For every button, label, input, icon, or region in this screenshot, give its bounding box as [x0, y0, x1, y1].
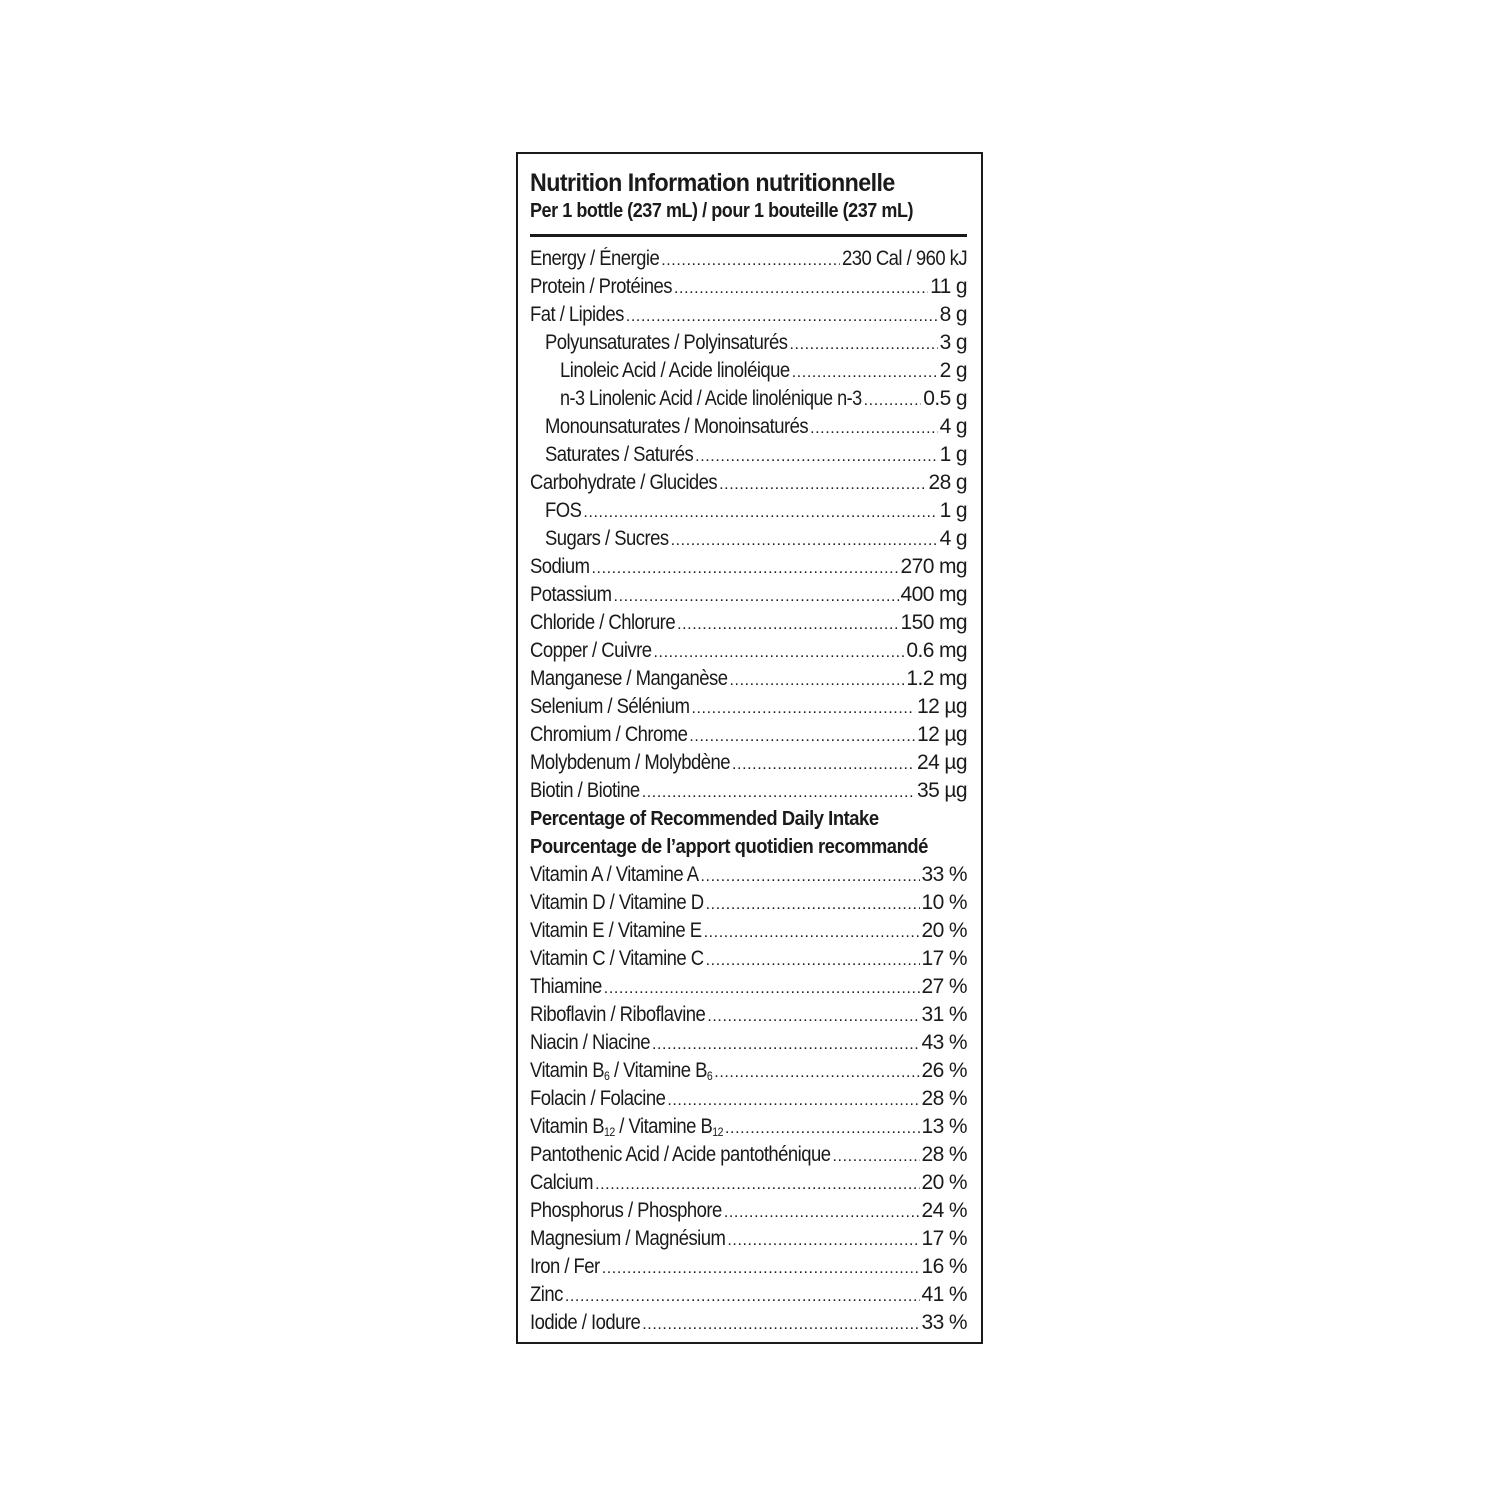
nutrient-value: 8 g — [939, 303, 967, 326]
nutrient-value: 270 mg — [900, 555, 967, 578]
rdi-value: 33 % — [921, 863, 967, 886]
leader-dots — [565, 1283, 920, 1309]
subscript: 12 — [604, 1125, 615, 1139]
nutrient-value: 35 µg — [917, 779, 967, 802]
nutrient-value: 11 g — [930, 275, 967, 298]
leader-dots — [695, 443, 937, 469]
rdi-label: Iron / Fer — [530, 1255, 600, 1278]
leader-dots — [790, 331, 938, 357]
nutrient-row-molybdenum — [530, 749, 967, 777]
subscript: 6 — [706, 1069, 713, 1083]
leader-dots — [691, 695, 915, 721]
nutrient-value: 4 g — [939, 415, 967, 438]
rdi-row-niacin — [530, 1029, 967, 1057]
leader-dots — [792, 359, 938, 385]
nutrient-row-polyunsaturates — [530, 329, 967, 357]
leader-dots — [652, 1031, 920, 1057]
nutrient-label: Sugars / Sucres — [545, 527, 669, 550]
nutrient-label: Monounsaturates / Monoinsaturés — [545, 415, 809, 438]
leader-dots — [667, 1087, 919, 1113]
separator: / — [609, 1059, 624, 1082]
rdi-value: 26 % — [921, 1059, 967, 1082]
leader-dots — [810, 415, 938, 441]
rdi-label: Thiamine — [530, 975, 602, 998]
nutrient-row-chromium — [530, 721, 967, 749]
nutrient-value: 2 g — [939, 359, 967, 382]
nutrition-facts-panel — [516, 152, 983, 1344]
nutrient-value: 0.6 mg — [906, 639, 967, 662]
rdi-label: Vitamin D / Vitamine D — [530, 891, 704, 914]
leader-dots — [642, 779, 915, 805]
rdi-label: Pantothenic Acid / Acide pantothénique — [530, 1143, 831, 1166]
rdi-value: 31 % — [921, 1003, 967, 1026]
nutrient-value: 230 Cal / 960 kJ — [841, 247, 967, 270]
nutrient-row-fat — [530, 301, 967, 329]
rdi-row-iodide — [530, 1309, 967, 1337]
nutrient-row-linoleic-acid — [530, 357, 967, 385]
label-fr: Vitamine B — [623, 1059, 707, 1082]
nutrient-value: 3 g — [939, 331, 967, 354]
panel-title: Nutrition Information nutritionnelle — [530, 169, 895, 197]
nutrient-label: Polyunsaturates / Polyinsaturés — [545, 331, 788, 354]
leader-dots — [602, 1255, 920, 1281]
rdi-value: 20 % — [921, 1171, 967, 1194]
nutrient-row-potassium — [530, 581, 967, 609]
leader-dots — [833, 1143, 920, 1169]
nutrient-row-protein — [530, 273, 967, 301]
subscript: 12 — [712, 1125, 723, 1139]
nutrient-value: 28 g — [928, 471, 967, 494]
rdi-label: Iodide / Iodure — [530, 1311, 641, 1334]
nutrient-label: Potassium — [530, 583, 612, 606]
nutrient-label: Manganese / Manganèse — [530, 667, 728, 690]
nutrient-row-n3-linolenic-acid — [530, 385, 967, 413]
rdi-row-iron — [530, 1253, 967, 1281]
nutrient-label: Energy / Énergie — [530, 247, 660, 270]
label-fr: Vitamine B — [628, 1115, 713, 1138]
rdi-row-calcium — [530, 1169, 967, 1197]
rdi-value: 28 % — [921, 1087, 967, 1110]
nutrient-row-saturates — [530, 441, 967, 469]
rdi-row-thiamine — [530, 973, 967, 1001]
leader-dots — [677, 611, 898, 637]
divider-rule — [530, 234, 967, 237]
nutrient-label: Copper / Cuivre — [530, 639, 652, 662]
rdi-label: Vitamin A / Vitamine A — [530, 863, 699, 886]
leader-dots — [714, 1059, 919, 1085]
rdi-row-vitamin-d — [530, 889, 967, 917]
leader-dots — [724, 1199, 920, 1225]
nutrient-label: Carbohydrate / Glucides — [530, 471, 718, 494]
rdi-label: Vitamin C / Vitamine C — [530, 947, 704, 970]
nutrient-value: 1 g — [939, 499, 967, 522]
rdi-value: 13 % — [921, 1115, 967, 1138]
rdi-row-magnesium — [530, 1225, 967, 1253]
leader-dots — [706, 891, 920, 917]
nutrient-value: 400 mg — [900, 583, 967, 606]
rdi-label: Riboflavin / Riboflavine — [530, 1003, 706, 1026]
leader-dots — [864, 387, 922, 413]
rdi-value: 27 % — [921, 975, 967, 998]
nutrient-list — [530, 245, 967, 1337]
nutrient-label: Molybdenum / Molybdène — [530, 751, 730, 774]
rdi-label: Calcium — [530, 1171, 594, 1194]
rdi-row-vitamin-c — [530, 945, 967, 973]
leader-dots — [729, 667, 904, 693]
rdi-label: Zinc — [530, 1283, 563, 1306]
rdi-label: Vitamin E / Vitamine E — [530, 919, 702, 942]
leader-dots — [704, 919, 920, 945]
rdi-label — [530, 1113, 723, 1141]
rdi-row-vitamin-b12 — [530, 1113, 967, 1141]
leader-dots — [642, 1311, 919, 1337]
nutrient-value: 150 mg — [900, 611, 967, 634]
rdi-label — [530, 1057, 712, 1085]
leader-dots — [626, 303, 938, 329]
rdi-value: 16 % — [921, 1255, 967, 1278]
nutrient-row-energy — [530, 245, 967, 273]
separator: / — [614, 1115, 629, 1138]
rdi-row-vitamin-b6 — [530, 1057, 967, 1085]
nutrient-label: Linoleic Acid / Acide linoléique — [560, 359, 790, 382]
label-en: Vitamin B — [530, 1059, 605, 1082]
rdi-label: Folacin / Folacine — [530, 1087, 666, 1110]
nutrient-label: Chromium / Chrome — [530, 723, 688, 746]
rdi-value: 43 % — [921, 1031, 967, 1054]
leader-dots — [719, 471, 926, 497]
nutrient-label: Protein / Protéines — [530, 275, 672, 298]
rdi-row-vitamin-a — [530, 861, 967, 889]
nutrient-value: 24 µg — [917, 751, 967, 774]
rdi-row-folacin — [530, 1085, 967, 1113]
nutrient-value: 12 µg — [917, 723, 967, 746]
rdi-row-phosphorus — [530, 1197, 967, 1225]
nutrient-label: Saturates / Saturés — [545, 443, 694, 466]
nutrient-label: Selenium / Sélénium — [530, 695, 690, 718]
nutrient-label: n-3 Linolenic Acid / Acide linolénique n-3 — [560, 387, 862, 410]
nutrient-row-copper — [530, 637, 967, 665]
rdi-value: 28 % — [921, 1143, 967, 1166]
rdi-row-pantothenic-acid — [530, 1141, 967, 1169]
leader-dots — [725, 1115, 920, 1141]
serving-size: Per 1 bottle (237 mL) / pour 1 bouteille (237 mL) — [530, 200, 914, 222]
leader-dots — [604, 975, 920, 1001]
nutrient-row-selenium — [530, 693, 967, 721]
leader-dots — [583, 499, 937, 525]
leader-dots — [727, 1227, 919, 1253]
label-en: Vitamin B — [530, 1115, 605, 1138]
rdi-value: 10 % — [921, 891, 967, 914]
leader-dots — [689, 723, 915, 749]
rdi-label: Magnesium / Magnésium — [530, 1227, 726, 1250]
rdi-row-riboflavin — [530, 1001, 967, 1029]
nutrient-row-chloride — [530, 609, 967, 637]
nutrient-label: Biotin / Biotine — [530, 779, 640, 802]
leader-dots — [595, 1171, 919, 1197]
nutrient-label: Sodium — [530, 555, 590, 578]
leader-dots — [661, 247, 840, 273]
nutrient-row-sugars — [530, 525, 967, 553]
leader-dots — [701, 863, 920, 889]
nutrient-row-manganese — [530, 665, 967, 693]
nutrient-row-sodium — [530, 553, 967, 581]
nutrient-label: Chloride / Chlorure — [530, 611, 676, 634]
leader-dots — [706, 947, 920, 973]
leader-dots — [654, 639, 905, 665]
rdi-value: 33 % — [921, 1311, 967, 1334]
nutrient-label: Fat / Lipides — [530, 303, 624, 326]
rdi-heading-en: Percentage of Recommended Daily Intake — [530, 808, 879, 830]
nutrient-value: 0.5 g — [923, 387, 967, 410]
subscript: 6 — [604, 1069, 610, 1083]
rdi-value: 24 % — [921, 1199, 967, 1222]
rdi-value: 20 % — [921, 919, 967, 942]
rdi-label: Niacin / Niacine — [530, 1031, 650, 1054]
rdi-value: 17 % — [921, 947, 967, 970]
leader-dots — [592, 555, 899, 581]
rdi-row-zinc — [530, 1281, 967, 1309]
nutrient-row-carbohydrate — [530, 469, 967, 497]
rdi-heading-fr: Pourcentage de l’apport quotidien recommandé — [530, 836, 928, 858]
leader-dots — [671, 527, 938, 553]
nutrient-label: FOS — [545, 499, 582, 522]
rdi-value: 41 % — [921, 1283, 967, 1306]
rdi-label: Phosphorus / Phosphore — [530, 1199, 722, 1222]
leader-dots — [674, 275, 928, 301]
leader-dots — [707, 1003, 919, 1029]
leader-dots — [614, 583, 899, 609]
leader-dots — [732, 751, 915, 777]
nutrient-value: 4 g — [939, 527, 967, 550]
nutrient-row-monounsaturates — [530, 413, 967, 441]
rdi-row-vitamin-e — [530, 917, 967, 945]
nutrient-value: 1 g — [939, 443, 967, 466]
nutrient-row-fos — [530, 497, 967, 525]
nutrient-value: 1.2 mg — [906, 667, 967, 690]
nutrient-row-biotin — [530, 777, 967, 805]
nutrient-value: 12 µg — [917, 695, 967, 718]
rdi-value: 17 % — [921, 1227, 967, 1250]
